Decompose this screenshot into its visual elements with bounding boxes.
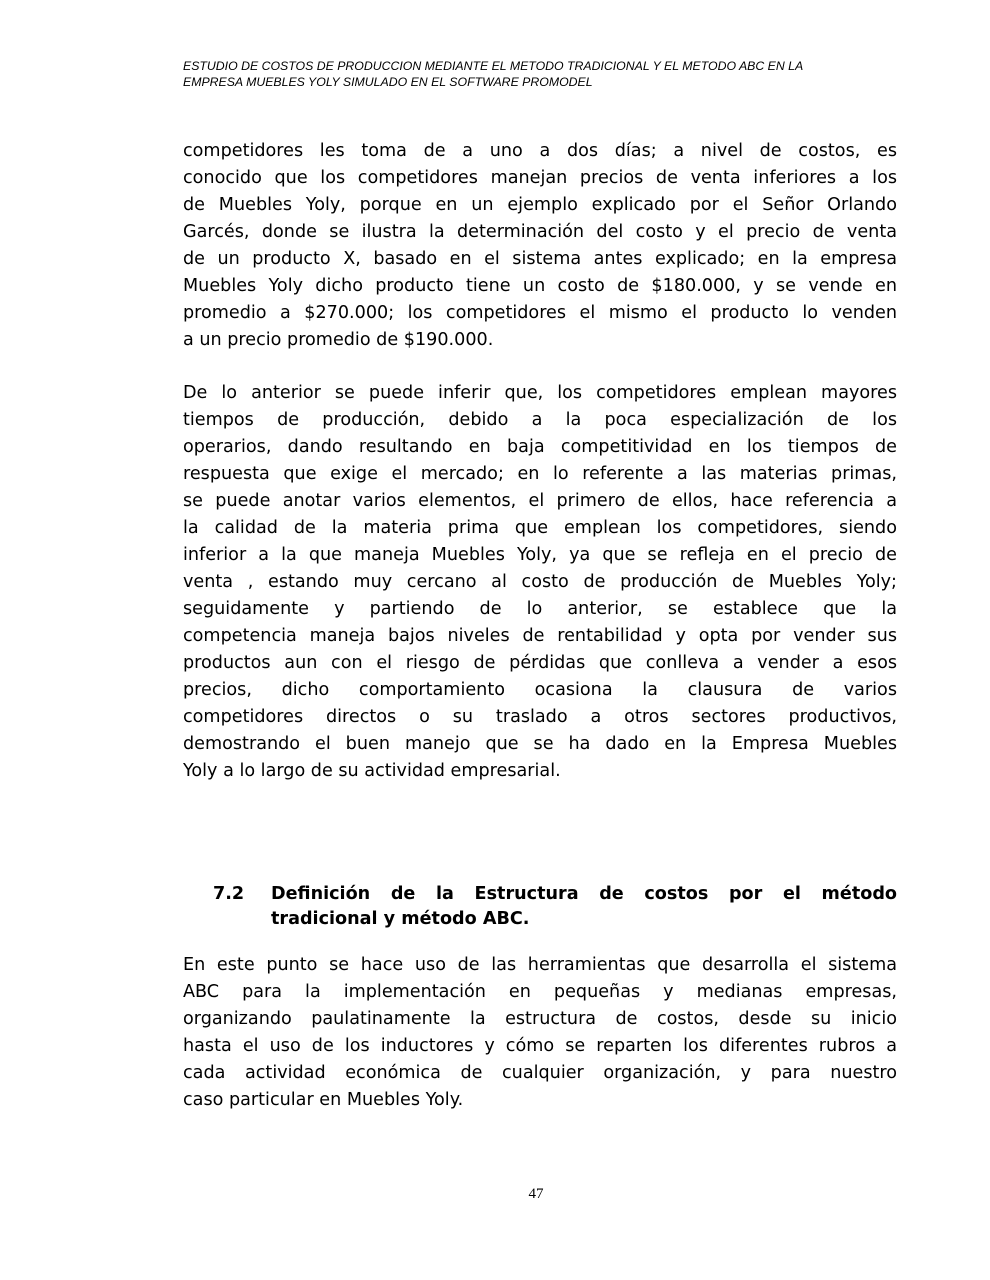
text-line: ABC para la implementación en pequeñas y medianas empresas, bbox=[183, 982, 897, 1002]
text-line: En este punto se hace uso de las herramientas que desarrolla el sistema bbox=[183, 955, 897, 975]
section-title-line: Definición de la Estructura de costos por el método bbox=[271, 884, 897, 904]
text-line: cada actividad económica de cualquier organización, y para nuestro bbox=[183, 1063, 897, 1083]
text-line: tiempos de producción, debido a la poca especialización de los bbox=[183, 410, 897, 430]
paragraph-competitors-costs bbox=[183, 138, 897, 354]
paragraph-abc-tools bbox=[183, 952, 897, 1114]
text-line: caso particular en Muebles Yoly. bbox=[183, 1090, 464, 1110]
text-line: Garcés, donde se ilustra la determinación del costo y el precio de venta bbox=[183, 222, 897, 242]
text-line: la calidad de la materia prima que emplean los competidores, siendo bbox=[183, 518, 897, 538]
section-title-line: tradicional y método ABC. bbox=[271, 909, 530, 929]
text-line: competencia maneja bajos niveles de rentabilidad y opta por vender sus bbox=[183, 626, 897, 646]
text-line: conocido que los competidores manejan precios de venta inferiores a los bbox=[183, 168, 897, 188]
text-line: competidores directos o su traslado a otros sectores productivos, bbox=[183, 707, 897, 727]
text-line: seguidamente y partiendo de lo anterior, se establece que la bbox=[183, 599, 897, 619]
text-line: promedio a $270.000; los competidores el mismo el producto lo venden bbox=[183, 303, 897, 323]
text-line: inferior a la que maneja Muebles Yoly, ya que se refleja en el precio de bbox=[183, 545, 897, 565]
text-line: de un producto X, basado en el sistema antes explicado; en la empresa bbox=[183, 249, 897, 269]
header-line: EMPRESA MUEBLES YOLY SIMULADO EN EL SOFTWARE PROMODEL bbox=[183, 75, 593, 89]
text-line: venta , estando muy cercano al costo de producción de Muebles Yoly; bbox=[183, 572, 897, 592]
text-line: se puede anotar varios elementos, el primero de ellos, hace referencia a bbox=[183, 491, 897, 511]
text-line: precios, dicho comportamiento ocasiona la clausura de varios bbox=[183, 680, 897, 700]
text-line: demostrando el buen manejo que se ha dado en la Empresa Muebles bbox=[183, 734, 897, 754]
section-number: 7.2 bbox=[213, 884, 245, 904]
text-line: Muebles Yoly dicho producto tiene un costo de $180.000, y se vende en bbox=[183, 276, 897, 296]
page-number: 47 bbox=[528, 1186, 544, 1202]
text-line: a un precio promedio de $190.000. bbox=[183, 330, 494, 350]
running-header bbox=[183, 58, 897, 90]
text-line: de Muebles Yoly, porque en un ejemplo explicado por el Señor Orlando bbox=[183, 195, 897, 215]
paragraph-inference bbox=[183, 380, 897, 785]
section-heading bbox=[213, 882, 897, 932]
text-line: operarios, dando resultando en baja competitividad en los tiempos de bbox=[183, 437, 897, 457]
text-line: Yoly a lo largo de su actividad empresarial. bbox=[183, 761, 561, 781]
text-line: productos aun con el riesgo de pérdidas que conlleva a vender a esos bbox=[183, 653, 897, 673]
text-line: competidores les toma de a uno a dos días; a nivel de costos, es bbox=[183, 141, 897, 161]
text-line: De lo anterior se puede inferir que, los competidores emplean mayores bbox=[183, 383, 897, 403]
text-line: respuesta que exige el mercado; en lo referente a las materias primas, bbox=[183, 464, 897, 484]
text-line: hasta el uso de los inductores y cómo se reparten los diferentes rubros a bbox=[183, 1036, 897, 1056]
text-line: organizando paulatinamente la estructura de costos, desde su inicio bbox=[183, 1009, 897, 1029]
header-line: ESTUDIO DE COSTOS DE PRODUCCION MEDIANTE EL METODO TRADICIONAL Y EL METODO ABC EN LA bbox=[183, 59, 804, 73]
